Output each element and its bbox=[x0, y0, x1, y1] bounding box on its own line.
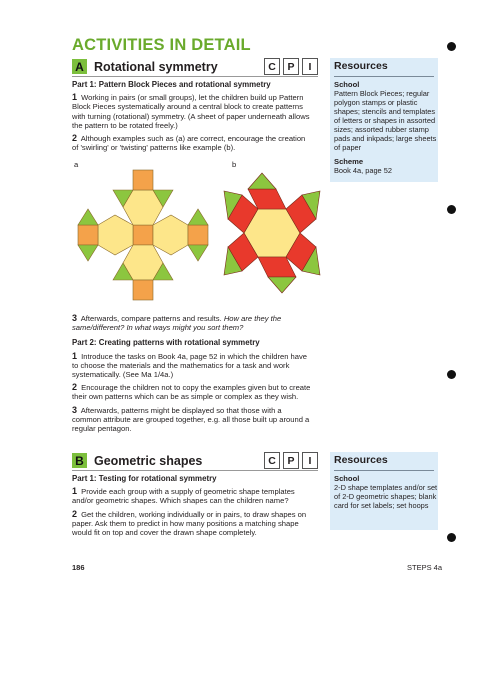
paragraph: 2 Get the children, working individually or in pairs, to draw shapes on paper. Ask them to predict in how many positions a matching shape would fit on top and cover the drawn shape completely. bbox=[72, 508, 307, 538]
square-left bbox=[78, 225, 98, 245]
pattern-figure-b bbox=[222, 165, 322, 300]
section-b-heading bbox=[72, 452, 318, 469]
section-a-part2 bbox=[72, 314, 312, 437]
paragraph: 1 Working in pairs (or small groups), let the children build up Pattern Block Pieces systematically around a central block to create patterns with turning (rotational) symmetry. (A sheet of paper underneath allows the pattern to be rotated freely.) bbox=[72, 92, 310, 130]
divider bbox=[72, 76, 318, 77]
code-c: C bbox=[264, 452, 280, 469]
paragraph: 2 Encourage the children not to copy the examples given but to create their own patterns which can be as simple or complex as they wish. bbox=[72, 382, 311, 402]
code-c: C bbox=[264, 58, 280, 75]
binder-hole bbox=[447, 533, 456, 542]
triangle bbox=[78, 209, 98, 225]
binder-hole bbox=[447, 42, 456, 51]
section-a-part1 bbox=[72, 80, 312, 156]
section-b-part1 bbox=[72, 474, 312, 541]
divider bbox=[72, 470, 318, 471]
activity-codes bbox=[264, 452, 318, 469]
paragraph: 3 Afterwards, compare patterns and results. How are they the same/different? In what ways might you sort them? bbox=[72, 313, 282, 333]
code-i: I bbox=[302, 452, 318, 469]
figure-label-a: a bbox=[74, 160, 79, 169]
paragraph: 3 Afterwards, patterns might be displayed so that those with a common attribute are grouped together, e.g. all those built up around a regular pentagon. bbox=[72, 404, 310, 434]
square-right bbox=[188, 225, 208, 245]
square-top bbox=[133, 170, 153, 190]
resources-scheme: Scheme Book 4a, page 52 bbox=[334, 157, 392, 175]
hexagon-left bbox=[98, 215, 133, 255]
resources-panel-b bbox=[330, 452, 438, 530]
figure-label-b: b bbox=[232, 160, 237, 169]
code-p: P bbox=[283, 58, 299, 75]
paragraph: 1 Introduce the tasks on Book 4a, page 52 in which the children have to choose the materials and the mathematics for a task and work systematically. (See Ma 1/4a.) bbox=[72, 350, 307, 380]
paragraph: 1 Provide each group with a supply of geometric shape templates and/or geometric shapes. Which shapes can the children name? bbox=[72, 486, 295, 506]
resources-panel-a bbox=[330, 58, 438, 182]
triangle bbox=[188, 245, 208, 261]
section-letter-badge: A bbox=[72, 59, 87, 74]
part-title: Part 1: Testing for rotational symmetry bbox=[72, 474, 217, 483]
section-letter-badge: B bbox=[72, 453, 87, 468]
part-title: Part 1: Pattern Block Pieces and rotational symmetry bbox=[72, 80, 271, 89]
binder-hole bbox=[447, 370, 456, 379]
resources-title: Resources bbox=[334, 454, 388, 466]
triangle bbox=[78, 245, 98, 261]
code-p: P bbox=[283, 452, 299, 469]
resources-school: School 2-D shape templates and/or set of 2-D geometric shapes; blank card for set labels; set hoops bbox=[334, 474, 438, 510]
section-title: Rotational symmetry bbox=[94, 59, 218, 74]
section-a-heading bbox=[72, 58, 318, 75]
binder-hole bbox=[447, 205, 456, 214]
resources-title: Resources bbox=[334, 60, 388, 72]
center-square bbox=[133, 225, 153, 245]
paragraph: 2 Although examples such as (a) are correct, encourage the creation of 'swirling' or 'twisting' patterns like example (b). bbox=[72, 133, 306, 153]
resources-school: School Pattern Block Pieces; regular polygon stamps or plastic shapes; stencils and templates of letters or shapes in assorted sizes; assorted rubber stamp pads and inkpads; large sheets of paper bbox=[334, 80, 437, 152]
code-i: I bbox=[302, 58, 318, 75]
activity-codes bbox=[264, 58, 318, 75]
square-bottom bbox=[133, 280, 153, 300]
page-header-title: ACTIVITIES IN DETAIL bbox=[72, 36, 251, 54]
page-number: 186 bbox=[72, 563, 85, 572]
pattern-figure-a bbox=[68, 165, 218, 305]
book-label: STEPS 4a bbox=[407, 563, 443, 572]
triangle bbox=[188, 209, 208, 225]
part-title: Part 2: Creating patterns with rotational symmetry bbox=[72, 338, 260, 348]
section-title: Geometric shapes bbox=[94, 453, 203, 468]
hexagon-right bbox=[153, 215, 188, 255]
